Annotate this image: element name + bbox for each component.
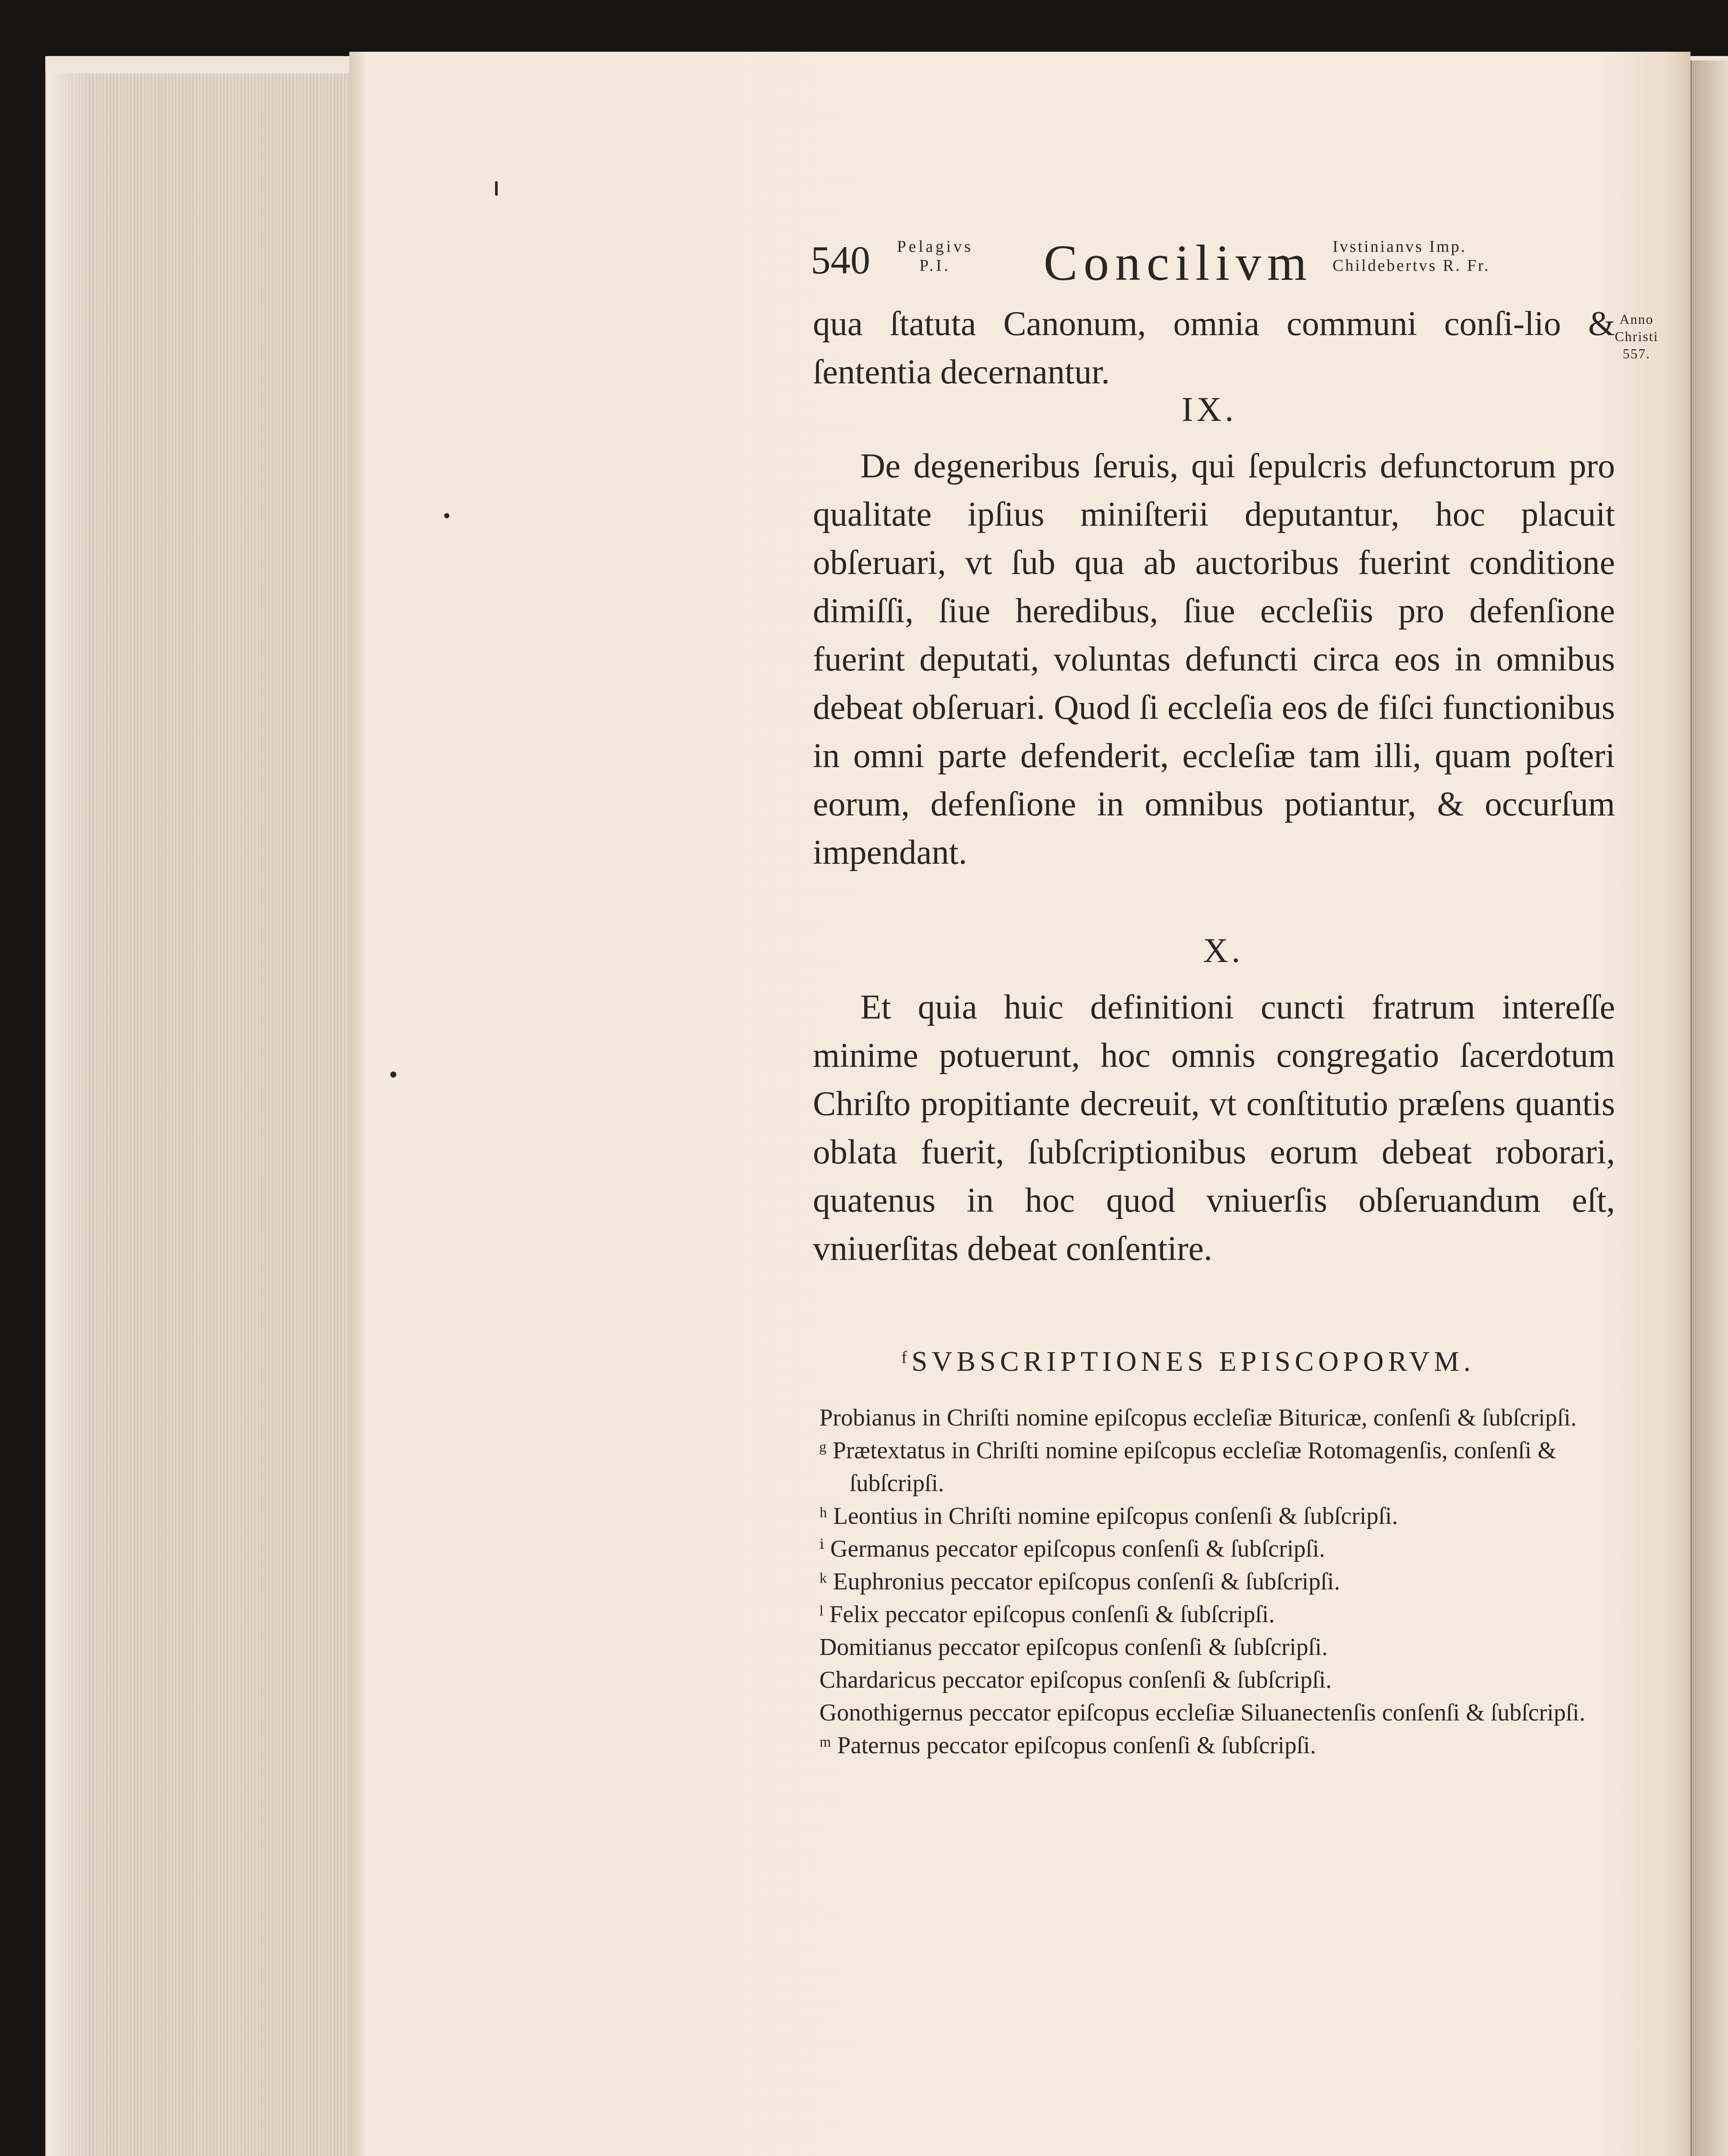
margin-note-year: Anno Christi 557. xyxy=(1615,311,1659,361)
section-ix-paragraph: De degeneribus ſeruis, qui ſepulcris defunctorum pro qualitate ipſius miniſterii deputantur, hoc placuit obſeruari, vt ſub qua ab auctoribus fuerint conditione dimiſſi, ſiue heredibus, ſiue eccleſiis pro defenſione fuerint deputati, voluntas defuncti circa eos in omnibus debeat obſeruari. Quod ſi eccleſia eos de fiſci functionibus in omni parte defenderit, eccleſiæ tam illi, quam poſteri eorum, defenſione in omnibus potiantur, & occurſum impendant. xyxy=(813,447,1615,871)
facing-page-edge xyxy=(1690,60,1728,2156)
section-x-number: X. xyxy=(1203,932,1244,970)
subscription-entry: ᵐ Paternus peccator epiſcopus conſenſi & ſubſcripſi. xyxy=(819,1732,1316,1759)
section-ix-number: IX. xyxy=(1182,391,1237,429)
subscription-entry: ʰ Leontius in Chriſti nomine epiſcopus conſenſi & ſubſcripſi. xyxy=(819,1503,1398,1529)
subscription-entry: ᵏ Euphronius peccator epiſcopus conſenſi & ſubſcripſi. xyxy=(819,1568,1340,1595)
subscription-entry: ᵍ Prætextatus in Chriſti nomine epiſcopus eccleſiæ Rotomagenſis, conſenſi & ſubſcripſi. xyxy=(819,1437,1557,1497)
subscription-entry: ˡ Felix peccator epiſcopus conſenſi & ſubſcripſi. xyxy=(819,1601,1275,1628)
intro-paragraph: qua ſtatuta Canonum, omnia communi conſi-lio & ſententia decernantur. xyxy=(813,305,1615,391)
subscription-entry: Domitianus peccator epiſcopus conſenſi & ſubſcripſi. xyxy=(819,1634,1328,1661)
ink-spot xyxy=(390,1072,396,1078)
page-number: 540 xyxy=(811,238,870,282)
subscriptions-heading: ᶠSVBSCRIPTIONES EPISCOPORVM. xyxy=(901,1346,1475,1377)
header-pope: Pelagivs P.I. xyxy=(897,238,973,275)
header-rulers: Ivstinianvs Imp. Childebertvs R. Fr. xyxy=(1333,238,1490,275)
subscription-entry: ⁱ Germanus peccator epiſcopus conſenſi & ſubſcripſi. xyxy=(819,1536,1325,1562)
page-edges xyxy=(45,73,350,2156)
header-title: Concilivm xyxy=(1044,235,1313,291)
section-x-paragraph: Et quia huic definitioni cuncti fratrum intereſſe minime potuerunt, hoc omnis congregatio ſacerdotum Chriſto propitiante decreuit, vt conſtitutio præſens quantis oblata fuerit, ſubſcriptionibus eorum debeat roborari, quatenus in hoc quod vniuerſis obſeruandum eſt, vniuerſitas debeat conſentire. xyxy=(813,988,1615,1268)
running-head xyxy=(811,224,1609,293)
subscription-entry: Chardaricus peccator epiſcopus conſenſi & ſubſcripſi. xyxy=(819,1667,1332,1693)
subscription-entry: Probianus in Chriſti nomine epiſcopus eccleſiæ Bituricæ, conſenſi & ſubſcripſi. xyxy=(819,1404,1577,1431)
subscription-entry: Gonothigernus peccator epiſcopus eccleſiæ Siluanectenſis conſenſi & ſubſcripſi. xyxy=(819,1699,1585,1726)
ink-spot xyxy=(444,513,449,518)
subscriptions-list xyxy=(819,1401,1621,1762)
ink-spot xyxy=(495,181,498,196)
